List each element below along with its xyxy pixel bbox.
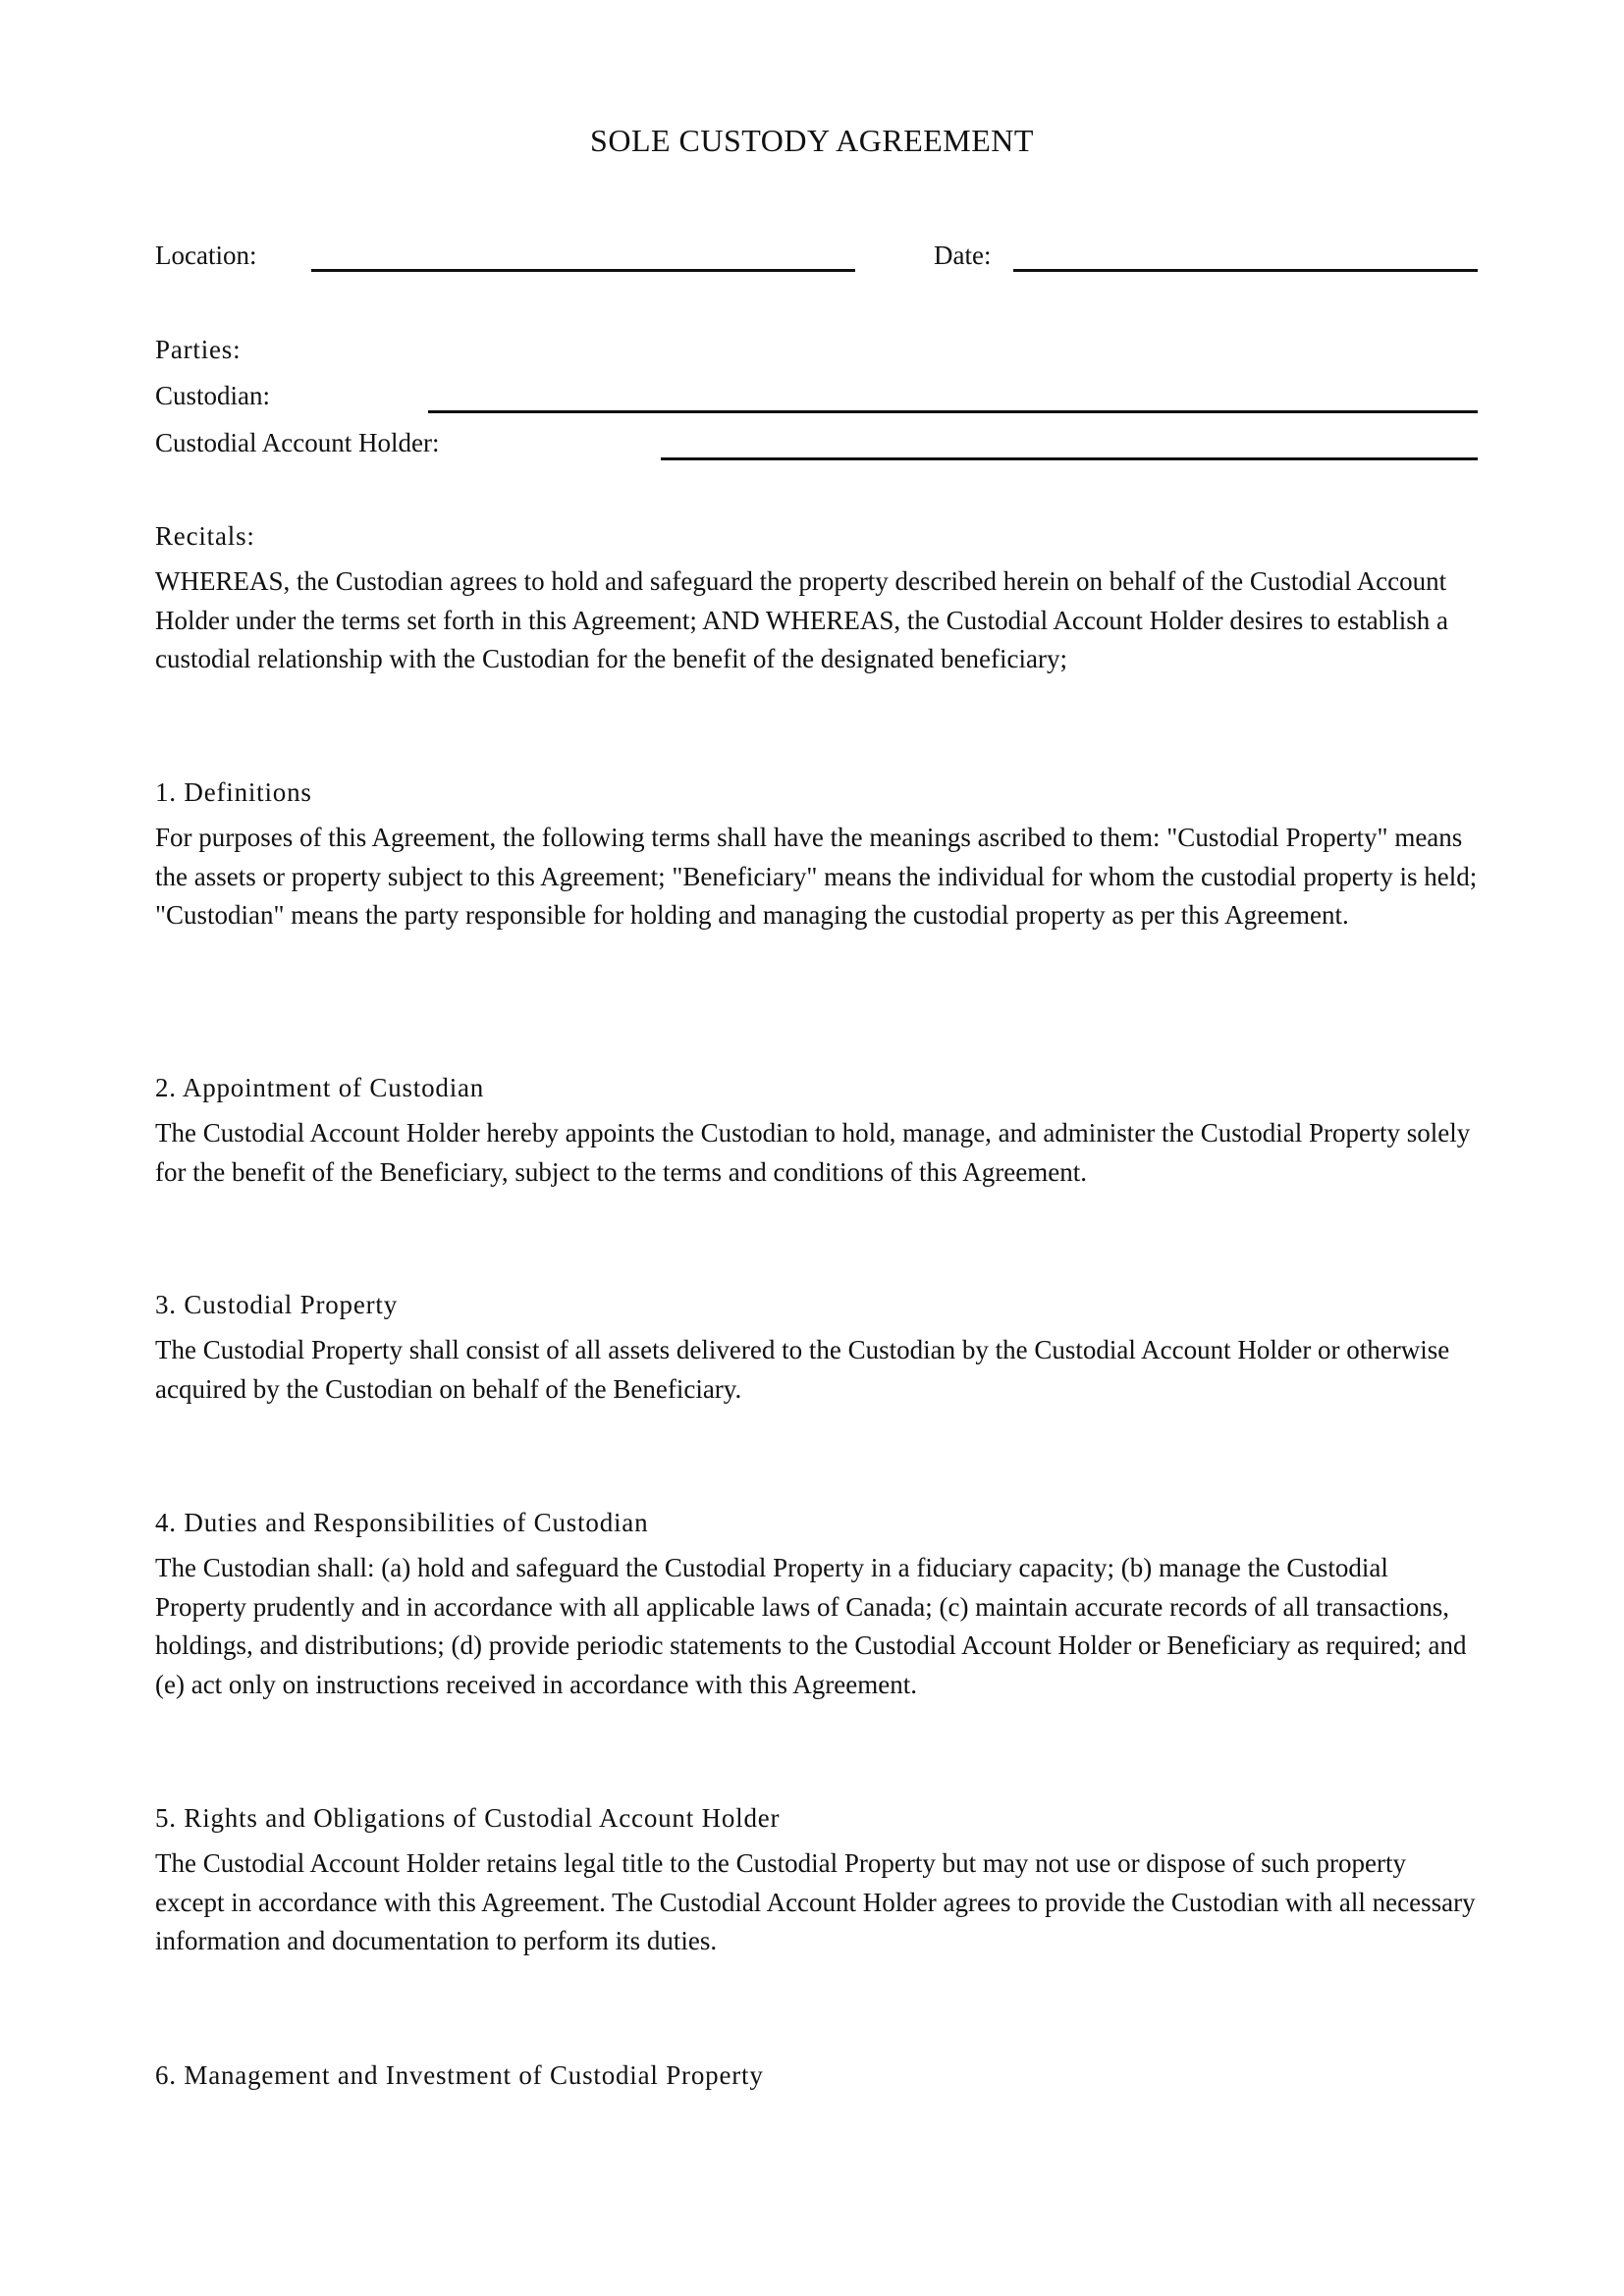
date-field[interactable] (1013, 269, 1478, 272)
section-1-text: For purposes of this Agreement, the following terms shall have the meanings ascribed to them: "Custodial Property" means the assets or property subject to this Agreement; "Beneficiary" means the individual for whom the custodial property is held; "Custodian" means the party responsible for holding and managing the custodial property as per this Agreement. (155, 823, 1478, 930)
recitals-heading: Recitals: (155, 521, 255, 551)
custodian-field[interactable] (428, 410, 1478, 413)
parties-heading: Parties: (155, 335, 242, 364)
section-5-text: The Custodial Account Holder retains legal title to the Custodial Property but may not use or dispose of such property except in accordance with this Agreement. The Custodial Account Holder agrees to provide the Custodian with all necessary information and documentation to perform its duties. (155, 1848, 1476, 1955)
date-label: Date: (934, 240, 992, 270)
account-holder-label: Custodial Account Holder: (155, 428, 440, 457)
section-3-heading: 3. Custodial Property (155, 1290, 399, 1319)
section-4-heading: 4. Duties and Responsibilities of Custodian (155, 1508, 649, 1537)
section-2-heading: 2. Appointment of Custodian (155, 1073, 485, 1102)
recitals-text: WHEREAS, the Custodian agrees to hold and safeguard the property described herein on behalf of the Custodial Account Holder under the terms set forth in this Agreement; AND WHEREAS, the Custodial Account Holder desires to establish a custodial relationship with the Custodian for the benefit of the designated beneficiary; (155, 566, 1449, 673)
location-label: Location: (155, 240, 257, 270)
section-1-heading: 1. Definitions (155, 777, 312, 807)
section-6-heading: 6. Management and Investment of Custodial Property (155, 2060, 764, 2090)
section-2-text: The Custodial Account Holder hereby appoints the Custodian to hold, manage, and administer the Custodial Property solely for the benefit of the Beneficiary, subject to the terms and conditions of this Agreement. (155, 1118, 1471, 1187)
section-5-heading: 5. Rights and Obligations of Custodial Account Holder (155, 1803, 781, 1833)
location-field[interactable] (311, 269, 855, 272)
section-4-text: The Custodian shall: (a) hold and safeguard the Custodial Property in a fiduciary capacity; (b) manage the Custodial Property prudently and in accordance with all applicable laws of Canada; (c) maintain accurate records of all transactions, holdings, and distributions; (d) provide periodic statements to the Custodial Account Holder or Beneficiary as required; and (e) act only on instructions received in accordance with this Agreement. (155, 1553, 1467, 1699)
custodian-label: Custodian: (155, 381, 271, 410)
document-title: SOLE CUSTODY AGREEMENT (590, 123, 1034, 158)
section-3-text: The Custodial Property shall consist of all assets delivered to the Custodian by the Custodial Account Holder or otherwise acquired by the Custodian on behalf of the Beneficiary. (155, 1335, 1450, 1404)
account-holder-field[interactable] (661, 457, 1478, 460)
